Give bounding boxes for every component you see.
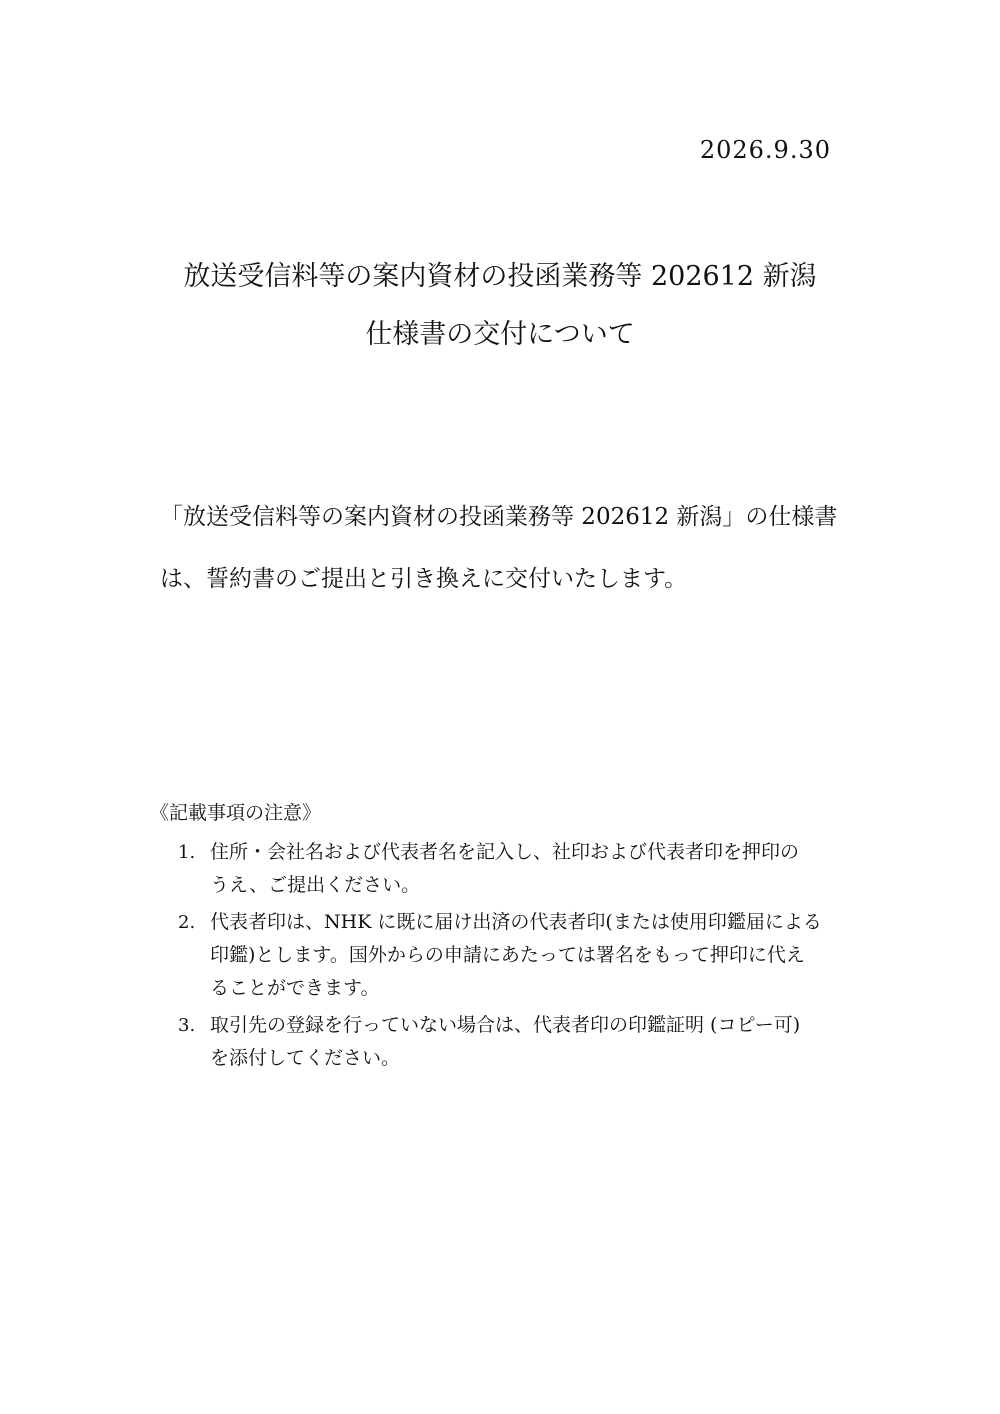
note-text <box>210 1009 858 1075</box>
note-line: うえ、ご提出ください。 <box>210 874 421 896</box>
document-date: 2026.9.30 <box>699 136 831 164</box>
document-title-line-1: 放送受信料等の案内資材の投函業務等 202612 新潟 <box>183 261 817 292</box>
note-line: 住所・会社名および代表者名を記入し、社印および代表者印を押印の <box>210 841 800 863</box>
note-number: 3. <box>178 1015 196 1036</box>
note-item-3 <box>178 1009 858 1075</box>
note-item-1 <box>178 836 858 902</box>
note-item-2 <box>178 906 858 1005</box>
body-text-line-2: は、誓約書のご提出と引き換えに交付いたします。 <box>160 566 688 592</box>
note-line: ることができます。 <box>210 977 380 999</box>
document-title-line-2: 仕様書の交付について <box>365 319 635 350</box>
note-text <box>210 906 858 1005</box>
note-line: 印鑑)とします。国外からの申請にあたっては署名をもって押印に代え <box>210 944 805 966</box>
note-number: 2. <box>178 912 196 933</box>
note-line: 取引先の登録を行っていない場合は、代表者印の印鑑証明 (コピー可) <box>210 1014 801 1036</box>
note-text <box>210 836 858 902</box>
note-number: 1. <box>178 842 196 863</box>
note-line: を添付してください。 <box>210 1047 401 1069</box>
notes-heading: 《記載事項の注意》 <box>150 802 322 824</box>
body-text-line-1: 「放送受信料等の案内資材の投函業務等 202612 新潟」の仕様書 <box>160 504 838 530</box>
notes-list <box>178 836 858 1079</box>
note-line: 代表者印は、NHK に既に届け出済の代表者印(または使用印鑑届による <box>210 911 822 933</box>
